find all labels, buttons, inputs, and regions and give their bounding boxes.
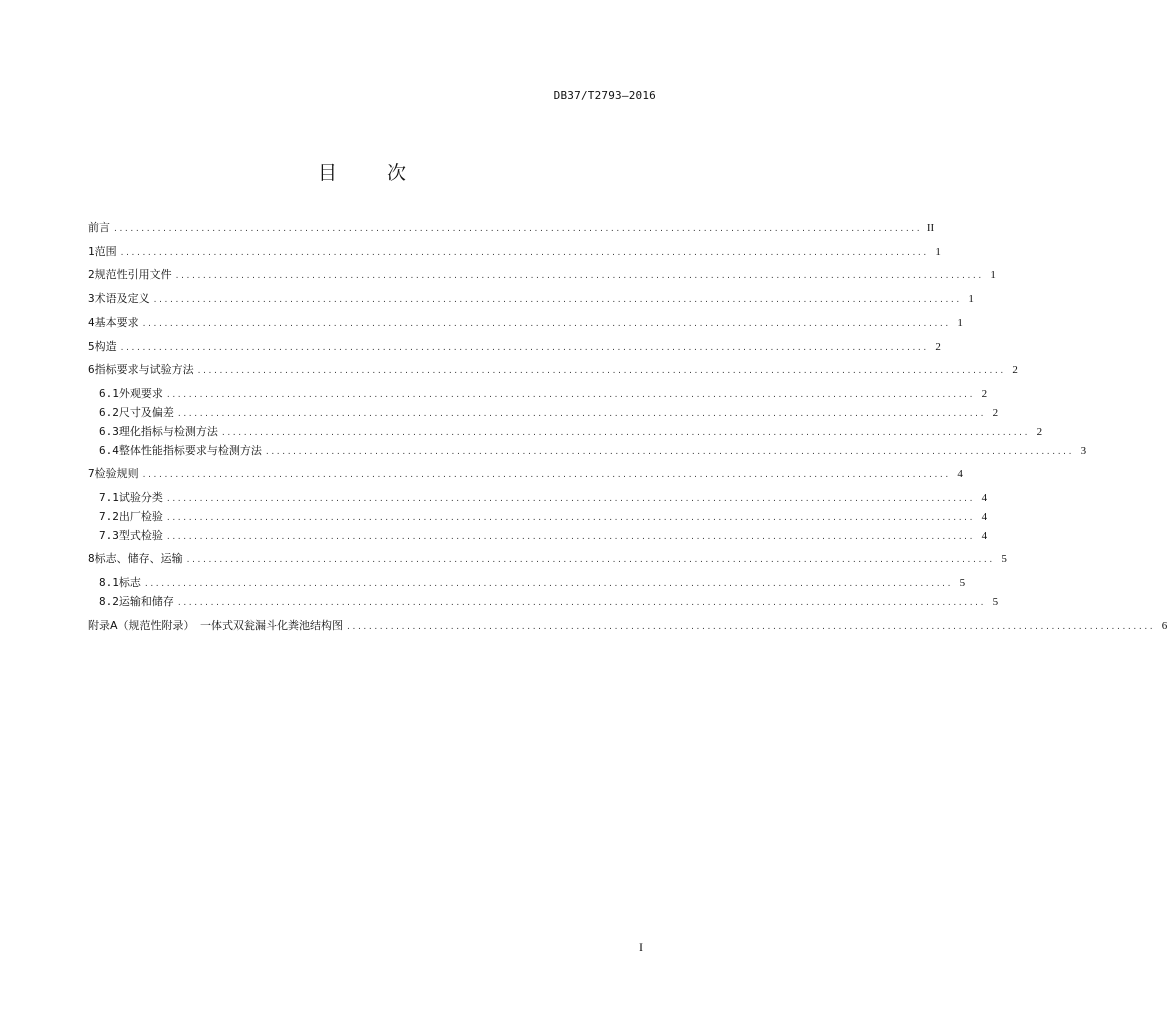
toc-entry-number: 1 [88, 245, 95, 258]
toc-entry-page: 2 [1012, 364, 1018, 376]
toc-entry-page: 1 [957, 317, 963, 329]
toc-entry-label: 理化指标与检测方法 [118, 425, 218, 438]
toc-entry-number: 8 [88, 552, 95, 565]
toc-entry-label: 试验分类 [118, 491, 163, 504]
toc-entry-8-1[interactable] [99, 576, 966, 590]
toc-entry-7-1[interactable] [99, 491, 988, 505]
toc-entry-6-3[interactable] [99, 425, 1043, 439]
page-number: I [639, 940, 643, 954]
toc-entry-number: 8.2 [99, 595, 119, 608]
dot-leader: .................................................................................................................................................... [114, 224, 923, 234]
toc-entry-4[interactable] [88, 316, 963, 330]
toc-entry-page: 2 [992, 407, 999, 419]
toc-entry-number: 7.3 [99, 529, 119, 542]
dot-leader: .................................................................................................................................................... [144, 579, 954, 589]
toc-entry-number: 7.2 [99, 510, 119, 523]
toc-entry-label: 标志、储存、运输 [94, 552, 183, 565]
toc-entry-page: 4 [981, 511, 988, 523]
toc-entry-label: 检验规则 [94, 467, 139, 480]
toc-entry-page: 5 [1001, 553, 1007, 565]
toc-entry-label: 指标要求与试验方法 [94, 363, 194, 376]
toc-entry-8[interactable] [88, 552, 1007, 566]
dot-leader: .................................................................................................................................................... [177, 598, 987, 608]
toc-entry-8-2[interactable] [99, 595, 999, 609]
toc-entry-page: 3 [1080, 445, 1087, 457]
toc-entry-label: 附录A（规范性附录） 一体式双瓮漏斗化粪池结构图 [88, 619, 344, 632]
toc-entry-label: 术语及定义 [94, 292, 150, 305]
toc-entry-number: 6 [88, 363, 95, 376]
dot-leader: .................................................................................................................................................... [142, 470, 951, 480]
toc-entry-3[interactable] [88, 292, 974, 306]
toc-entry-number: 8.1 [99, 576, 119, 589]
toc-entry-7[interactable] [88, 467, 963, 481]
toc-entry-label: 基本要求 [94, 316, 139, 329]
toc-entry-label: 出厂检验 [118, 510, 163, 523]
toc-entry-label: 型式检验 [118, 529, 163, 542]
toc-entry-label: 外观要求 [118, 387, 163, 400]
toc-entry-number: 2 [88, 268, 95, 281]
toc-entry-page: 2 [1036, 426, 1043, 438]
toc-entry-7-3[interactable] [99, 529, 988, 543]
toc-entry-appendix-a[interactable] [88, 619, 1167, 633]
dot-leader: .................................................................................................................................................... [153, 295, 962, 305]
toc-entry-page: 1 [990, 269, 996, 281]
toc-entry-page: 6 [1161, 620, 1167, 632]
toc-entry-label: 尺寸及偏差 [118, 406, 174, 419]
dot-leader: .................................................................................................................................................... [186, 555, 995, 565]
dot-leader: .................................................................................................................................................... [120, 343, 929, 353]
toc-entry-page: 4 [981, 492, 988, 504]
toc-entry-number: 3 [88, 292, 95, 305]
toc-entry-label: 运输和储存 [118, 595, 174, 608]
toc-entry-page: 1 [968, 293, 974, 305]
toc-entry-label: 前言 [88, 221, 110, 234]
toc-entry-number: 7.1 [99, 491, 119, 504]
toc-entry-number: 6.4 [99, 444, 119, 457]
dot-leader: .................................................................................................................................................... [166, 494, 976, 504]
toc-entry-number: 7 [88, 467, 95, 480]
toc-entry-2[interactable] [88, 268, 996, 282]
dot-leader: .................................................................................................................................................... [166, 390, 976, 400]
standard-code: DB37/T2793—2016 [553, 89, 656, 102]
toc-entry-6-2[interactable] [99, 406, 999, 420]
toc-entry-page: 4 [981, 530, 988, 542]
toc-entry-page: 1 [935, 246, 941, 258]
page-title: 目 次 [317, 162, 429, 184]
toc-entry-page: 2 [935, 341, 941, 353]
dot-leader: .................................................................................................................................................... [177, 409, 987, 419]
toc-entry-label: 范围 [94, 245, 117, 258]
toc-entry-6-4[interactable] [99, 444, 1087, 458]
toc-entry-5[interactable] [88, 340, 941, 354]
toc-entry-number: 4 [88, 316, 95, 329]
toc-entry-6[interactable] [88, 363, 1018, 377]
dot-leader: .................................................................................................................................................... [175, 271, 984, 281]
toc-entry-label: 整体性能指标要求与检测方法 [118, 444, 262, 457]
toc-entry-7-2[interactable] [99, 510, 988, 524]
toc-entry-label: 规范性引用文件 [94, 268, 172, 281]
toc-entry-foreword[interactable] [88, 221, 935, 235]
toc-entry-page: 5 [959, 577, 966, 589]
toc-entry-page: 5 [992, 596, 999, 608]
toc-entry-label: 标志 [118, 576, 141, 589]
dot-leader: .................................................................................................................................................... [265, 447, 1075, 457]
dot-leader: .................................................................................................................................................... [347, 622, 1156, 632]
dot-leader: .................................................................................................................................................... [221, 428, 1031, 438]
toc-entry-page: II [926, 222, 935, 234]
dot-leader: .................................................................................................................................................... [197, 366, 1006, 376]
dot-leader: .................................................................................................................................................... [166, 513, 976, 523]
dot-leader: .................................................................................................................................................... [142, 319, 951, 329]
dot-leader: .................................................................................................................................................... [166, 532, 976, 542]
toc-entry-number: 6.1 [99, 387, 119, 400]
toc-entry-page: 2 [981, 388, 988, 400]
toc-entry-number: 5 [88, 340, 95, 353]
toc-entry-number: 6.3 [99, 425, 119, 438]
dot-leader: .................................................................................................................................................... [120, 248, 929, 258]
toc-entry-page: 4 [957, 468, 963, 480]
toc-entry-number: 6.2 [99, 406, 119, 419]
toc-entry-6-1[interactable] [99, 387, 988, 401]
toc-entry-label: 构造 [94, 340, 117, 353]
toc-entry-1[interactable] [88, 245, 941, 259]
